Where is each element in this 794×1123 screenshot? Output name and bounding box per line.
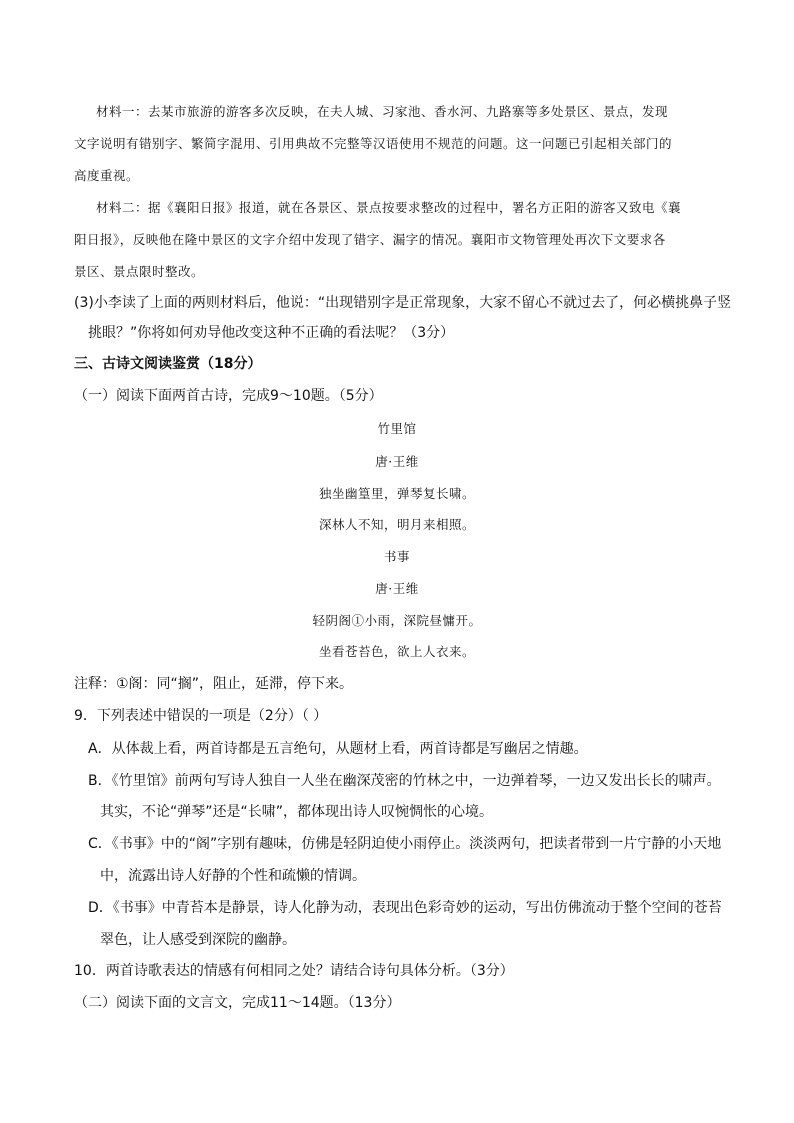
question-9-option-b-line-1: B．《竹里馆》前两句写诗人独自一人坐在幽深茂密的竹林之中，一边弹着琴，一边又发出长长的啸声。 [88,773,721,789]
poem-1-author: 唐·王维 [375,454,419,469]
material-2-line-2: 阳日报》，反映他在隆中景区的文字介绍中发现了错字、漏字的情况。襄阳市文物管理处再次下文要求各 [74,232,666,247]
question-3-line-1: (3)小李读了上面的两则材料后，他说：“出现错别字是正常现象，大家不留心不就过去了，何必横挑鼻子竖 [74,295,732,311]
section-3-part-1: （一）阅读下面两首古诗，完成9～10题。（5分） [74,388,383,404]
material-1-line-1: 材料一：去某市旅游的游客多次反映，在夫人城、习家池、香水河、九路寨等多处景区、景点，发现 [96,104,669,119]
material-1-line-3: 高度重视。 [74,168,140,183]
poem-2-line-2: 坐看苍苔色，欲上人衣来。 [318,644,475,659]
poem-2-author: 唐·王维 [375,581,419,596]
question-9-option-d-line-2: 翠色，让人感受到深院的幽静。 [100,932,296,948]
material-2-line-3: 景区、景点限时整改。 [74,264,205,279]
question-9-option-c-line-2: 中，流露出诗人好静的个性和疏懒的情调。 [100,868,366,884]
question-9-option-d-line-1: D．《书事》中青苔本是静景，诗人化静为动，表现出色彩奇妙的运动，写出仿佛流动于整个空间的苍苔 [88,900,722,916]
section-3-part-2: （二）阅读下面的文言文，完成11～14题。（13分） [74,995,401,1011]
poem-1-line-2: 深林人不知，明月来相照。 [318,517,475,532]
material-2-line-1: 材料二：据《襄阳日报》报道，就在各景区、景点按要求整改的过程中，署名方正阳的游客又致电《襄 [96,200,682,215]
poem-1-line-1: 独坐幽篁里，弹琴复长啸。 [318,486,475,501]
material-1-line-2: 文字说明有错别字、繁简字混用、引用典故不完整等汉语使用不规范的问题。这一问题已引起相关部门的 [74,136,673,151]
question-10: 10．两首诗歌表达的情感有何相同之处？请结合诗句具体分析。（3分） [74,963,514,979]
poem-2-title: 书事 [383,549,410,564]
annotation-note: 注释：①阁：同“搁”，阻止，延滞，停下来。 [74,676,354,692]
question-3-line-2: 挑眼？”你将如何劝导他改变这种不正确的看法呢？（3分） [88,325,455,341]
question-9-option-a: A．从体裁上看，两首诗都是五言绝句，从题材上看，两首诗都是写幽居之情趣。 [88,741,588,757]
poem-1-title: 竹里馆 [377,421,417,436]
question-9-option-c-line-1: C．《书事》中的“阁”字别有趣味，仿佛是轻阴迫使小雨停止。淡淡两句，把读者带到一片宁静的小天地 [88,836,722,852]
question-9-option-b-line-2: 其实，不论“弹琴”还是“长啸”，都体现出诗人叹惋惆怅的心境。 [100,804,494,820]
section-3-title: 三、古诗文阅读鉴赏（18分） [74,356,262,372]
poem-2-line-1: 轻阴阁①小雨，深院昼慵开。 [312,613,482,628]
question-9-stem: 9．下列表述中错误的一项是（2分）（ ） [74,708,328,724]
